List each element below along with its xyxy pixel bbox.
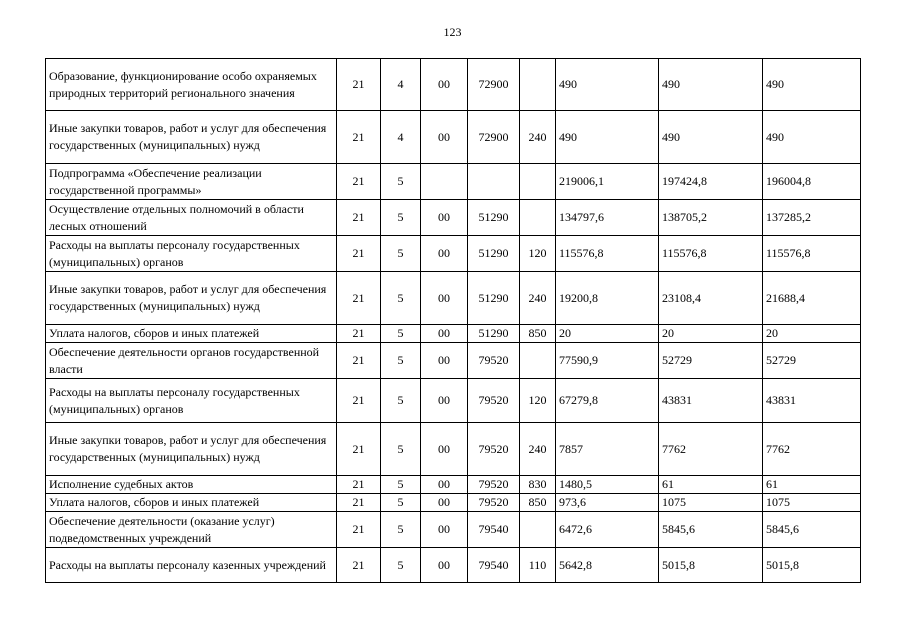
row-value-year2-cell: 20: [659, 325, 763, 343]
row-code-expense-type-cell: 850: [520, 325, 556, 343]
row-value-year1-cell: 6472,6: [556, 512, 659, 548]
table-row: [46, 423, 861, 476]
row-value-year1-cell: 19200,8: [556, 272, 659, 325]
row-value-year2-cell: 197424,8: [659, 164, 763, 200]
row-code-ministry-cell: 21: [337, 272, 381, 325]
row-code-section-cell: 5: [381, 343, 421, 379]
row-code-section-cell: 4: [381, 111, 421, 164]
row-code-section-cell: 5: [381, 423, 421, 476]
table-body: [46, 59, 861, 583]
row-value-year1-cell: 67279,8: [556, 379, 659, 423]
row-name-cell: Иные закупки товаров, работ и услуг для обеспечения государственных (муниципальных) нужд: [46, 272, 337, 325]
row-code-target-cell: 79520: [468, 343, 520, 379]
row-value-year3-cell: 21688,4: [763, 272, 861, 325]
row-name-cell: Образование, функционирование особо охраняемых природных территорий регионального значения: [46, 59, 337, 111]
row-code-ministry-cell: 21: [337, 494, 381, 512]
row-name-cell: Обеспечение деятельности органов государственной власти: [46, 343, 337, 379]
row-code-ministry-cell: 21: [337, 476, 381, 494]
row-value-year1-cell: 5642,8: [556, 548, 659, 583]
row-value-year2-cell: 1075: [659, 494, 763, 512]
row-name-cell: Исполнение судебных актов: [46, 476, 337, 494]
row-code-target-cell: 51290: [468, 236, 520, 272]
row-code-target-cell: 51290: [468, 200, 520, 236]
row-code-expense-type-cell: 240: [520, 423, 556, 476]
table-row: [46, 548, 861, 583]
row-value-year3-cell: 115576,8: [763, 236, 861, 272]
row-code-section-cell: 5: [381, 236, 421, 272]
table-row: [46, 512, 861, 548]
row-name-cell: Иные закупки товаров, работ и услуг для обеспечения государственных (муниципальных) нужд: [46, 423, 337, 476]
table-row: [46, 272, 861, 325]
table-row: [46, 343, 861, 379]
row-value-year1-cell: 134797,6: [556, 200, 659, 236]
row-code-ministry-cell: 21: [337, 379, 381, 423]
row-code-section-cell: 5: [381, 476, 421, 494]
row-name-cell: Иные закупки товаров, работ и услуг для обеспечения государственных (муниципальных) нужд: [46, 111, 337, 164]
row-code-section-cell: 5: [381, 200, 421, 236]
table-row: [46, 111, 861, 164]
row-code-target-cell: 79520: [468, 476, 520, 494]
row-value-year3-cell: 196004,8: [763, 164, 861, 200]
row-code-section-cell: 5: [381, 164, 421, 200]
row-code-target-cell: 79520: [468, 379, 520, 423]
row-value-year3-cell: 52729: [763, 343, 861, 379]
row-value-year3-cell: 61: [763, 476, 861, 494]
row-value-year2-cell: 490: [659, 59, 763, 111]
row-value-year3-cell: 137285,2: [763, 200, 861, 236]
row-code-expense-type-cell: [520, 200, 556, 236]
row-name-cell: Расходы на выплаты персоналу государственных (муниципальных) органов: [46, 236, 337, 272]
row-value-year2-cell: 490: [659, 111, 763, 164]
table-row: [46, 325, 861, 343]
row-code-ministry-cell: 21: [337, 423, 381, 476]
table-row: [46, 236, 861, 272]
row-code-ministry-cell: 21: [337, 59, 381, 111]
row-value-year3-cell: 5015,8: [763, 548, 861, 583]
row-code-expense-type-cell: 120: [520, 236, 556, 272]
budget-table: [45, 58, 861, 583]
page-number: 123: [443, 25, 462, 39]
row-code-expense-type-cell: [520, 512, 556, 548]
row-value-year2-cell: 43831: [659, 379, 763, 423]
table-row: [46, 494, 861, 512]
row-code-subsection-cell: 00: [421, 236, 468, 272]
row-code-subsection-cell: 00: [421, 494, 468, 512]
row-value-year3-cell: 20: [763, 325, 861, 343]
row-code-target-cell: 51290: [468, 325, 520, 343]
row-code-subsection-cell: 00: [421, 111, 468, 164]
row-code-subsection-cell: 00: [421, 476, 468, 494]
row-code-ministry-cell: 21: [337, 512, 381, 548]
row-code-expense-type-cell: [520, 343, 556, 379]
row-code-expense-type-cell: 240: [520, 111, 556, 164]
row-code-expense-type-cell: 830: [520, 476, 556, 494]
row-code-subsection-cell: 00: [421, 59, 468, 111]
row-code-subsection-cell: 00: [421, 325, 468, 343]
row-code-ministry-cell: 21: [337, 343, 381, 379]
row-value-year3-cell: 490: [763, 59, 861, 111]
row-code-subsection-cell: 00: [421, 343, 468, 379]
table-row: [46, 200, 861, 236]
row-code-subsection-cell: 00: [421, 272, 468, 325]
row-code-target-cell: 51290: [468, 272, 520, 325]
row-name-cell: Уплата налогов, сборов и иных платежей: [46, 494, 337, 512]
row-value-year2-cell: 61: [659, 476, 763, 494]
table-row: [46, 379, 861, 423]
row-name-cell: Обеспечение деятельности (оказание услуг) подведомственных учреждений: [46, 512, 337, 548]
row-value-year2-cell: 115576,8: [659, 236, 763, 272]
row-code-subsection-cell: [421, 164, 468, 200]
row-value-year2-cell: 5015,8: [659, 548, 763, 583]
row-value-year3-cell: 7762: [763, 423, 861, 476]
row-value-year1-cell: 115576,8: [556, 236, 659, 272]
row-code-section-cell: 5: [381, 379, 421, 423]
row-code-subsection-cell: 00: [421, 423, 468, 476]
row-code-target-cell: 79520: [468, 423, 520, 476]
row-code-target-cell: 72900: [468, 59, 520, 111]
row-value-year1-cell: 7857: [556, 423, 659, 476]
row-value-year1-cell: 973,6: [556, 494, 659, 512]
row-code-expense-type-cell: 110: [520, 548, 556, 583]
row-code-subsection-cell: 00: [421, 512, 468, 548]
row-code-subsection-cell: 00: [421, 548, 468, 583]
row-value-year3-cell: 43831: [763, 379, 861, 423]
row-code-ministry-cell: 21: [337, 200, 381, 236]
row-code-target-cell: [468, 164, 520, 200]
row-value-year3-cell: 1075: [763, 494, 861, 512]
row-name-cell: Расходы на выплаты персоналу государственных (муниципальных) органов: [46, 379, 337, 423]
row-code-expense-type-cell: [520, 164, 556, 200]
row-code-expense-type-cell: 850: [520, 494, 556, 512]
table-row: [46, 476, 861, 494]
row-code-target-cell: 72900: [468, 111, 520, 164]
row-value-year1-cell: 1480,5: [556, 476, 659, 494]
row-code-section-cell: 4: [381, 59, 421, 111]
row-code-ministry-cell: 21: [337, 325, 381, 343]
row-value-year3-cell: 490: [763, 111, 861, 164]
row-code-section-cell: 5: [381, 548, 421, 583]
row-value-year1-cell: 77590,9: [556, 343, 659, 379]
row-name-cell: Уплата налогов, сборов и иных платежей: [46, 325, 337, 343]
row-code-expense-type-cell: [520, 59, 556, 111]
row-value-year2-cell: 23108,4: [659, 272, 763, 325]
table-row: [46, 59, 861, 111]
table-row: [46, 164, 861, 200]
row-code-subsection-cell: 00: [421, 200, 468, 236]
row-code-target-cell: 79520: [468, 494, 520, 512]
row-value-year2-cell: 5845,6: [659, 512, 763, 548]
row-value-year1-cell: 490: [556, 111, 659, 164]
row-value-year3-cell: 5845,6: [763, 512, 861, 548]
row-code-target-cell: 79540: [468, 548, 520, 583]
row-code-section-cell: 5: [381, 272, 421, 325]
row-value-year2-cell: 52729: [659, 343, 763, 379]
row-value-year2-cell: 138705,2: [659, 200, 763, 236]
row-name-cell: Расходы на выплаты персоналу казенных учреждений: [46, 548, 337, 583]
row-code-section-cell: 5: [381, 512, 421, 548]
row-code-expense-type-cell: 240: [520, 272, 556, 325]
row-value-year1-cell: 490: [556, 59, 659, 111]
row-code-ministry-cell: 21: [337, 548, 381, 583]
row-name-cell: Осуществление отдельных полномочий в области лесных отношений: [46, 200, 337, 236]
row-code-ministry-cell: 21: [337, 111, 381, 164]
row-code-section-cell: 5: [381, 325, 421, 343]
row-code-target-cell: 79540: [468, 512, 520, 548]
row-code-ministry-cell: 21: [337, 236, 381, 272]
row-value-year1-cell: 219006,1: [556, 164, 659, 200]
row-value-year1-cell: 20: [556, 325, 659, 343]
row-name-cell: Подпрограмма «Обеспечение реализации государственной программы»: [46, 164, 337, 200]
row-code-expense-type-cell: 120: [520, 379, 556, 423]
row-value-year2-cell: 7762: [659, 423, 763, 476]
row-code-subsection-cell: 00: [421, 379, 468, 423]
row-code-section-cell: 5: [381, 494, 421, 512]
row-code-ministry-cell: 21: [337, 164, 381, 200]
